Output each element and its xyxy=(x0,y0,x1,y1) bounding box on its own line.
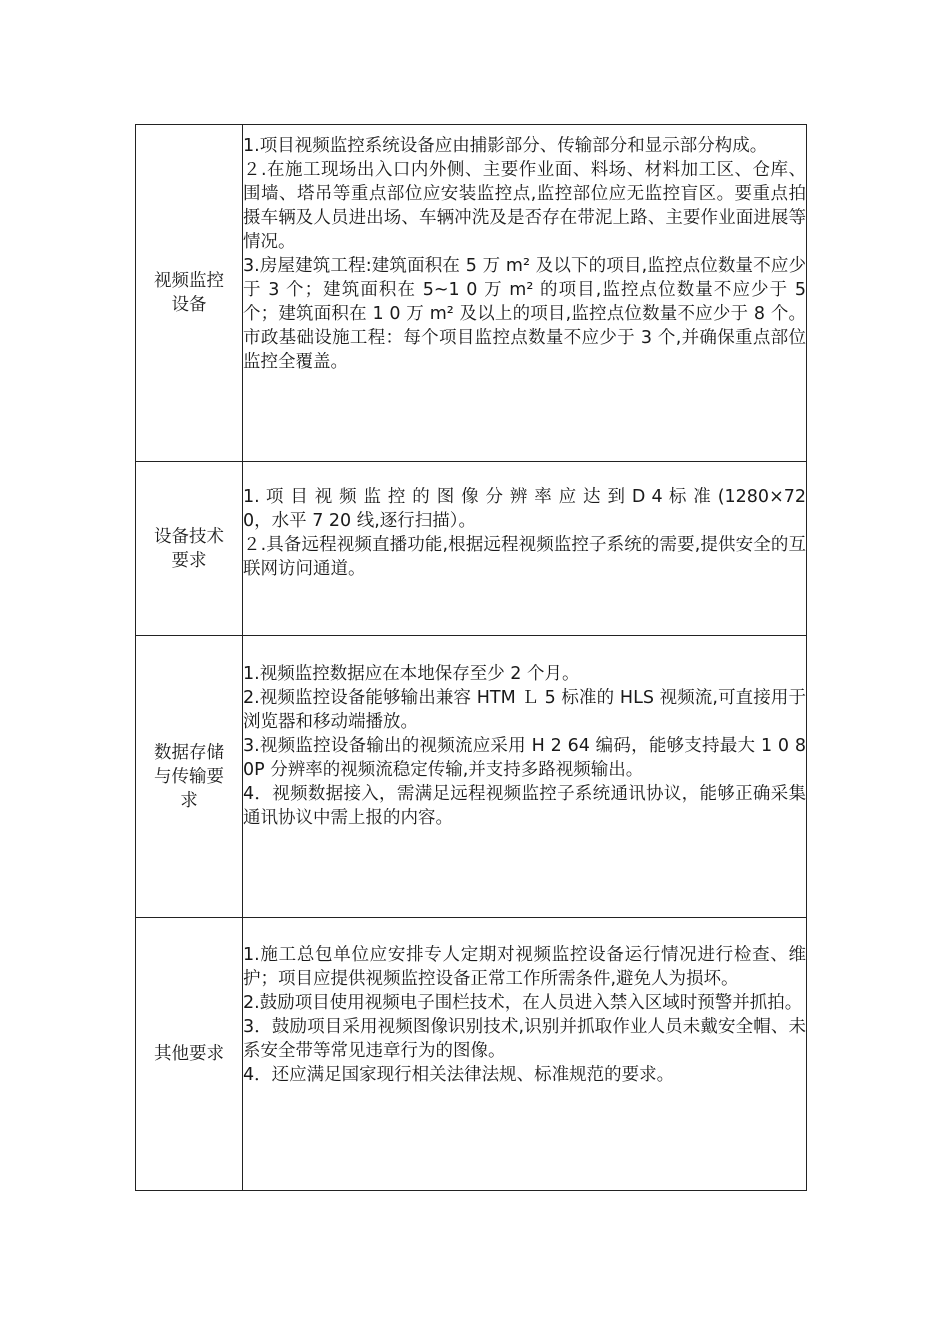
requirement-paragraph: 2.视频监控设备能够输出兼容 HTM Ｌ 5 标准的 HLS 视频流,可直接用于浏览器和移动端播放。 xyxy=(243,688,806,732)
row-content-cell xyxy=(243,918,807,1191)
requirement-paragraph: 1.施工总包单位应安排专人定期对视频监控设备运行情况进行检查、维护；项目应提供视频监控设备正常工作所需条件,避免人为损坏。 xyxy=(243,945,806,989)
row-label: 设备技术要求 xyxy=(154,526,224,571)
row-label-cell xyxy=(136,462,243,636)
requirement-paragraph: 1. 项 目 视 频 监 控 的 图 像 分 辨 率 应 达 到 D 4 标 准 (1280×720，水平 7 20 线,逐行扫描）。 xyxy=(243,487,806,531)
requirement-paragraph: 3．鼓励项目采用视频图像识别技术,识别并抓取作业人员未戴安全帽、未系安全带等常见违章行为的图像。 xyxy=(243,1017,806,1061)
table-row-technical-requirements xyxy=(136,462,807,636)
row-content-cell xyxy=(243,636,807,918)
table-row-data-storage xyxy=(136,636,807,918)
requirement-paragraph: 3.视频监控设备输出的视频流应采用 H 2 64 编码，能够支持最大 1 0 80P 分辨率的视频流稳定传输,并支持多路视频输出。 xyxy=(243,736,806,780)
row-label: 数据存储与传输要求 xyxy=(154,742,224,811)
row-label-cell xyxy=(136,125,243,462)
requirement-paragraph: 3.房屋建筑工程:建筑面积在 5 万 m² 及以下的项目,监控点位数量不应少于 3 个；建筑面积在 5~1 0 万 m² 的项目,监控点位数量不应少于 5 个；建筑面积在 1 0 万 m² 及以上的项目,监控点位数量不应少于 8 个。市政基础设施工程：每个项目监控点数量不应少于 3 个,并确保重点部位监控全覆盖。 xyxy=(243,256,806,372)
requirement-paragraph: 1.视频监控数据应在本地保存至少 2 个月。 xyxy=(243,664,580,684)
table-row-other-requirements xyxy=(136,918,807,1191)
row-label-cell xyxy=(136,918,243,1191)
requirement-paragraph: 4．视频数据接入，需满足远程视频监控子系统通讯协议，能够正确采集通讯协议中需上报的内容。 xyxy=(243,784,806,828)
requirement-paragraph: ２.在施工现场出入口内外侧、主要作业面、料场、材料加工区、仓库、围墙、塔吊等重点部位应安装监控点,监控部位应无监控盲区。要重点拍摄车辆及人员进出场、车辆冲洗及是否存在带泥上路、主要作业面进展等情况。 xyxy=(243,160,806,252)
requirement-paragraph: 2.鼓励项目使用视频电子围栏技术，在人员进入禁入区域时预警并抓拍。 xyxy=(243,993,803,1013)
row-label-cell xyxy=(136,636,243,918)
requirement-paragraph: 1.项目视频监控系统设备应由捕影部分、传输部分和显示部分构成。 xyxy=(243,136,768,156)
row-label: 视频监控设备 xyxy=(154,271,224,315)
requirements-table xyxy=(135,124,807,1191)
row-content-cell xyxy=(243,125,807,462)
row-label: 其他要求 xyxy=(154,1044,224,1064)
table-row-video-equipment xyxy=(136,125,807,462)
requirement-paragraph: ２.具备远程视频直播功能,根据远程视频监控子系统的需要,提供安全的互联网访问通道。 xyxy=(243,535,806,579)
requirement-paragraph: 4．还应满足国家现行相关法律法规、标准规范的要求。 xyxy=(243,1065,675,1085)
row-content-cell xyxy=(243,462,807,636)
